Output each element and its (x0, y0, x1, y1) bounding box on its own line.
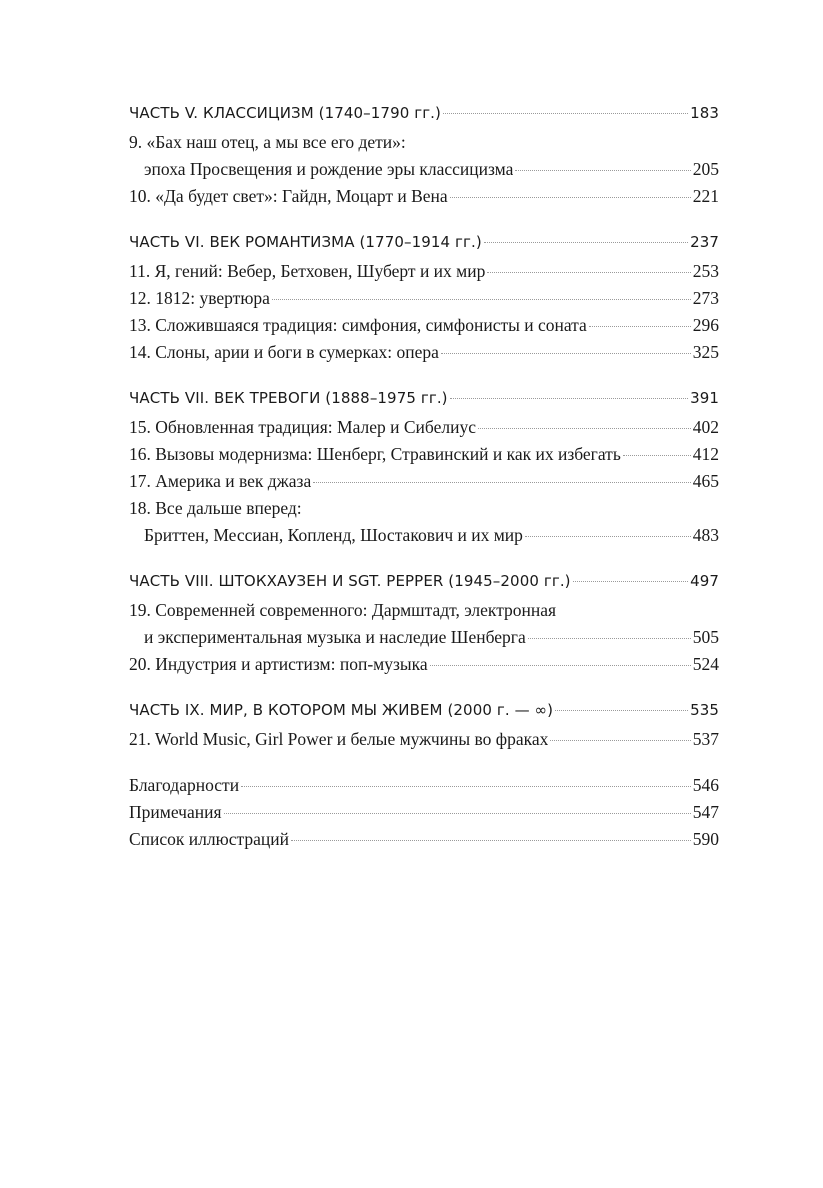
chapter-row (129, 312, 719, 339)
chapter-row (129, 183, 719, 210)
part-heading: ЧАСТЬ V. КЛАССИЦИЗМ (1740–1790 гг.) (129, 104, 442, 122)
page-number: 590 (692, 829, 719, 849)
chapter-title: 15. Обновленная традиция: Малер и Сибелиус (129, 417, 476, 437)
chapter-row (129, 495, 719, 522)
dot-leader (573, 581, 688, 582)
back-matter-row (129, 799, 719, 826)
dot-leader (450, 197, 691, 198)
part-heading: ЧАСТЬ VI. ВЕК РОМАНТИЗМА (1770–1914 гг.) (129, 233, 482, 251)
chapter-title: эпоха Просвещения и рождение эры классицизма (144, 159, 514, 179)
page-number: 237 (690, 233, 719, 251)
dot-leader (478, 428, 691, 429)
page-number: 273 (692, 288, 719, 308)
chapter-row (129, 468, 719, 495)
chapter-row (129, 441, 719, 468)
chapter-row (129, 156, 719, 183)
dot-leader (525, 536, 691, 537)
toc-part-6 (129, 229, 719, 366)
page-number: 505 (692, 627, 719, 647)
page-number: 325 (692, 342, 719, 362)
page-number: 391 (690, 389, 719, 407)
back-matter-row (129, 772, 719, 799)
chapter-row (129, 258, 719, 285)
chapter-row (129, 651, 719, 678)
dot-leader (224, 813, 691, 814)
dot-leader (550, 740, 690, 741)
dot-leader (441, 353, 691, 354)
chapter-title: 20. Индустрия и артистизм: поп-музыка (129, 654, 428, 674)
page-number: 497 (690, 572, 719, 590)
dot-leader (291, 840, 691, 841)
back-matter-title: Список иллюстраций (129, 829, 289, 849)
chapter-title-line: 18. Все дальше вперед: (129, 498, 302, 518)
back-matter-title: Благодарности (129, 775, 240, 795)
dot-leader (443, 113, 688, 114)
part-heading: ЧАСТЬ VII. ВЕК ТРЕВОГИ (1888–1975 гг.) (129, 389, 448, 407)
toc-part-7 (129, 385, 719, 549)
toc-back-matter (129, 772, 719, 853)
chapter-title: 21. World Music, Girl Power и белые мужчины во фраках (129, 729, 549, 749)
part-heading-row (129, 568, 719, 595)
page-number: 402 (692, 417, 719, 437)
page-number: 535 (690, 701, 719, 719)
back-matter-title: Примечания (129, 802, 222, 822)
chapter-row (129, 339, 719, 366)
chapter-title-line: 19. Современней современного: Дармштадт, электронная (129, 600, 557, 620)
chapter-row (129, 285, 719, 312)
chapter-title: 17. Америка и век джаза (129, 471, 312, 491)
toc-part-5 (129, 100, 719, 210)
chapter-row (129, 522, 719, 549)
page-number: 537 (692, 729, 719, 749)
page-number: 221 (692, 186, 719, 206)
chapter-title-line: 9. «Бах наш отец, а мы все его дети»: (129, 132, 406, 152)
part-heading-row (129, 385, 719, 412)
chapter-row (129, 624, 719, 651)
page-number: 465 (692, 471, 719, 491)
dot-leader (555, 710, 688, 711)
chapter-title: 14. Слоны, арии и боги в сумерках: опера (129, 342, 439, 362)
part-heading: ЧАСТЬ IX. МИР, В КОТОРОМ МЫ ЖИВЕМ (2000 г. — ∞) (129, 701, 554, 719)
dot-leader (272, 299, 691, 300)
dot-leader (623, 455, 691, 456)
dot-leader (241, 786, 691, 787)
chapter-row (129, 597, 719, 624)
page-number: 296 (692, 315, 719, 335)
toc-part-8 (129, 568, 719, 678)
page-number: 412 (692, 444, 719, 464)
part-heading-row (129, 697, 719, 724)
dot-leader (589, 326, 691, 327)
dot-leader (487, 272, 690, 273)
chapter-title: 10. «Да будет свет»: Гайдн, Моцарт и Вена (129, 186, 448, 206)
part-heading-row (129, 229, 719, 256)
chapter-title: и экспериментальная музыка и наследие Шенберга (144, 627, 526, 647)
dot-leader (515, 170, 690, 171)
chapter-title: 12. 1812: увертюра (129, 288, 270, 308)
dot-leader (484, 242, 688, 243)
page-number: 547 (692, 802, 719, 822)
chapter-row (129, 129, 719, 156)
dot-leader (528, 638, 691, 639)
chapter-title: 16. Вызовы модернизма: Шенберг, Стравинский и как их избегать (129, 444, 621, 464)
dot-leader (430, 665, 691, 666)
part-heading-row (129, 100, 719, 127)
dot-leader (450, 398, 688, 399)
chapter-row (129, 414, 719, 441)
page-number: 205 (692, 159, 719, 179)
table-of-contents (129, 100, 719, 853)
toc-part-9 (129, 697, 719, 753)
chapter-title: 11. Я, гений: Вебер, Бетховен, Шуберт и их мир (129, 261, 486, 281)
chapter-title: Бриттен, Мессиан, Копленд, Шостакович и их мир (144, 525, 523, 545)
page-number: 546 (692, 775, 719, 795)
chapter-row (129, 726, 719, 753)
back-matter-row (129, 826, 719, 853)
part-heading: ЧАСТЬ VIII. ШТОКХАУЗЕН И SGT. PEPPER (1945–2000 гг.) (129, 572, 571, 590)
page-number: 524 (692, 654, 719, 674)
page-number: 183 (690, 104, 719, 122)
page-number: 253 (692, 261, 719, 281)
page-number: 483 (692, 525, 719, 545)
dot-leader (313, 482, 691, 483)
chapter-title: 13. Сложившаяся традиция: симфония, симфонисты и соната (129, 315, 587, 335)
